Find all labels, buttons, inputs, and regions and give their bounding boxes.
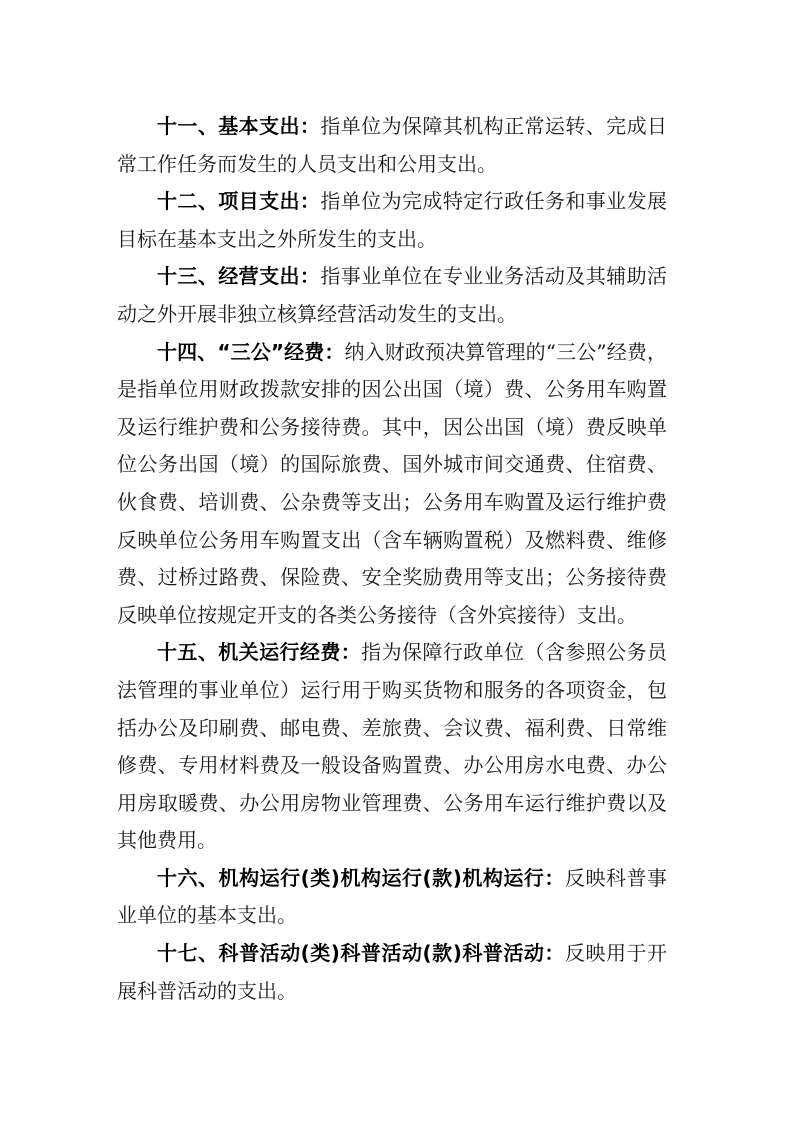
definition-text: 指为保障行政单位（含参照公务员法管理的事业单位）运行用于购买货物和服务的各项资金，包括办公及印刷费、邮电费、差旅费、会议费、福利费、日常维修费、专用材料费及一般设备购置费、办公用房水电费、办公用房取暖费、办公用房物业管理费、公务用车运行维护费以及其他费用。 [117, 640, 668, 853]
definition-paragraph-14 [117, 334, 667, 635]
definition-term: 十一、基本支出： [157, 114, 321, 138]
definition-text: 反映用于开展科普活动的支出。 [117, 941, 668, 1003]
definition-text: 纳入财政预决算管理的“三公”经费，是指单位用财政拨款安排的因公出国（境）费、公务用车购置及运行维护费和公务接待费。其中，因公出国（境）费反映单位公务出国（境）的国际旅费、国外城市间交通费、住宿费、伙食费、培训费、公杂费等支出；公务用车购置及运行维护费反映单位公务用车购置支出（含车辆购置税）及燃料费、维修费、过桥过路费、保险费、安全奖励费用等支出；公务接待费反映单位按规定开支的各类公务接待（含外宾接待）支出。 [117, 339, 667, 627]
definition-term: 十六、机构运行(类)机构运行(款)机构运行： [157, 865, 565, 890]
definition-paragraph-17 [117, 935, 667, 1010]
definition-term: 十五、机关运行经费： [157, 640, 362, 665]
definition-term: 十二、项目支出： [157, 189, 321, 214]
definition-text: 反映科普事业单位的基本支出。 [117, 865, 668, 928]
definition-text: 指单位为完成特定行政任务和事业发展目标在基本支出之外所发生的支出。 [117, 189, 668, 251]
definition-term: 十七、科普活动(类)科普活动(款)科普活动： [157, 941, 565, 966]
document-body [117, 108, 667, 1010]
definition-paragraph-15 [117, 634, 667, 860]
definition-term: 十三、经营支出： [157, 264, 321, 289]
definition-text: 指单位为保障其机构正常运转、完成日常工作任务而发生的人员支出和公用支出。 [117, 114, 668, 176]
definition-term: 十四、“三公”经费： [157, 339, 345, 364]
definition-paragraph-16 [117, 860, 667, 935]
definition-paragraph-13 [117, 258, 667, 333]
definition-paragraph-11 [117, 108, 667, 183]
definition-paragraph-12 [117, 183, 667, 258]
definition-text: 指事业单位在专业业务活动及其辅助活动之外开展非独立核算经营活动发生的支出。 [117, 264, 668, 326]
